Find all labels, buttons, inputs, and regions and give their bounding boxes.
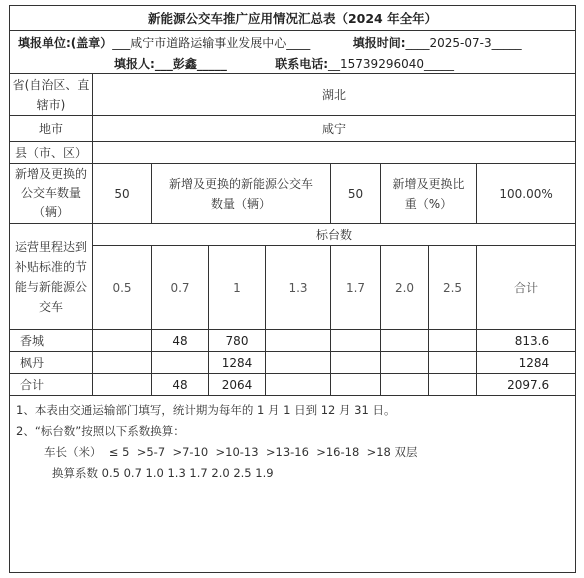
note-2: 2、“标台数”按照以下系数换算：	[16, 424, 185, 438]
table-row	[10, 374, 576, 396]
table-cell	[266, 352, 331, 374]
table-cell	[266, 374, 331, 396]
coef-cell: 0.5	[93, 246, 152, 330]
table-cell	[429, 352, 477, 374]
coef-total-header: 合计	[477, 246, 576, 330]
table-cell: 780	[209, 330, 266, 352]
row-name: 枫丹	[10, 352, 93, 374]
county-label: 县（市、区）	[10, 142, 93, 164]
table-cell	[331, 374, 381, 396]
unit-value: ___咸宁市道路运输事业发展中心____	[112, 35, 311, 50]
time-value: ____2025-07-3_____	[405, 35, 522, 50]
summary-table	[9, 5, 576, 573]
table-cell	[381, 374, 429, 396]
row-total: 813.6	[477, 330, 576, 352]
table-cell	[93, 352, 152, 374]
standard-row-label: 运营里程达到补贴标准的节能与新能源公交车	[10, 224, 93, 330]
new-buses-value: 50	[93, 164, 152, 224]
table-cell	[93, 374, 152, 396]
note-lengths: 车长（米） ≤ 5 >5-7 >7-10 >10-13 >13-16 >16-18 >18 双层	[44, 445, 418, 459]
city-value: 咸宁	[93, 116, 576, 142]
table-cell: 48	[152, 330, 209, 352]
row-name: 香城	[10, 330, 93, 352]
table-cell	[266, 330, 331, 352]
standard-group-label: 标台数	[93, 224, 576, 246]
table-cell: 1284	[209, 352, 266, 374]
coef-cell: 1.7	[331, 246, 381, 330]
row-name: 合计	[10, 374, 93, 396]
note-coefficients: 换算系数 0.5 0.7 1.0 1.3 1.7 2.0 2.5 1.9	[52, 466, 274, 480]
coef-cell: 2.5	[429, 246, 477, 330]
coef-cell: 1.3	[266, 246, 331, 330]
table-cell	[429, 374, 477, 396]
city-label: 地市	[10, 116, 93, 142]
province-label: 省(自治区、直辖市)	[10, 74, 93, 116]
header-row-2	[10, 53, 576, 74]
table-cell	[152, 352, 209, 374]
table-cell	[331, 352, 381, 374]
table-cell	[381, 352, 429, 374]
unit-label: 填报单位:(盖章）	[18, 35, 113, 50]
table-row	[10, 352, 576, 374]
ratio-label: 新增及更换比重（%）	[381, 164, 477, 224]
table-title: 新能源公交车推广应用情况汇总表（2024 年全年）	[10, 6, 576, 31]
time-label: 填报时间:	[352, 35, 406, 50]
ratio-value: 100.00%	[477, 164, 576, 224]
ne-buses-label: 新增及更换的新能源公交车数量（辆）	[152, 164, 331, 224]
table-cell	[429, 330, 477, 352]
notes-section	[10, 396, 576, 573]
new-buses-label: 新增及更换的公交车数量（辆）	[10, 164, 93, 224]
row-total: 1284	[477, 352, 576, 374]
table-cell	[381, 330, 429, 352]
header-row-1	[10, 31, 576, 54]
coef-cell: 1	[209, 246, 266, 330]
phone-value: __15739296040_____	[328, 56, 454, 71]
ne-buses-value: 50	[331, 164, 381, 224]
row-total: 2097.6	[477, 374, 576, 396]
table-cell	[331, 330, 381, 352]
county-value	[93, 142, 576, 164]
coef-cell: 2.0	[381, 246, 429, 330]
table-cell	[93, 330, 152, 352]
province-value: 湖北	[93, 74, 576, 116]
table-row	[10, 330, 576, 352]
phone-label: 联系电话:	[275, 56, 329, 71]
person-value: ___彭鑫_____	[154, 56, 227, 71]
table-cell: 2064	[209, 374, 266, 396]
coef-cell: 0.7	[152, 246, 209, 330]
note-1: 1、本表由交通运输部门填写，统计期为每年的 1 月 1 日到 12 月 31 日。	[16, 403, 396, 417]
table-cell: 48	[152, 374, 209, 396]
person-label: 填报人:	[114, 56, 155, 71]
